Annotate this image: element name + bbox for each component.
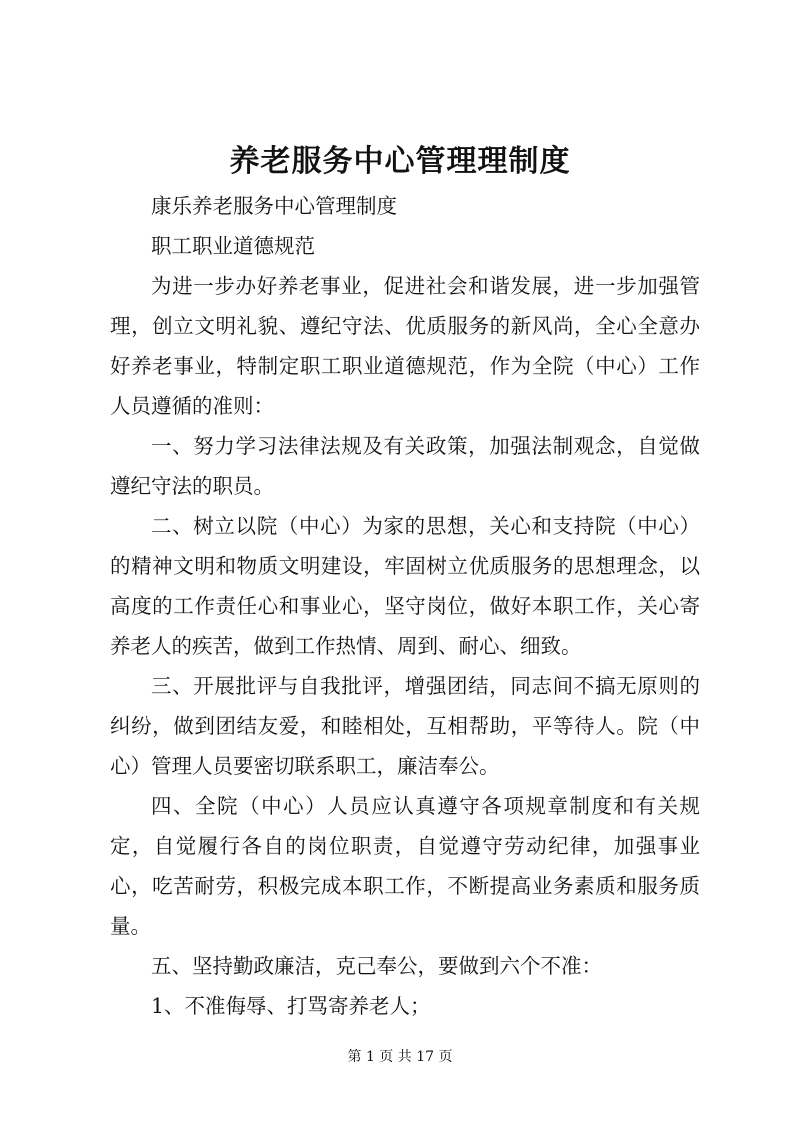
document-title: 养老服务中心管理理制度 xyxy=(229,144,571,179)
paragraph-item-4: 四、全院（中心）人员应认真遵守各项规章制度和有关规定，自觉履行各自的岗位职责，自觉遵守劳动纪律，加强事业心，吃苦耐劳，积极完成本职工作，不断提高业务素质和服务质量。 xyxy=(110,794,700,938)
paragraph-intro: 为进一步办好养老事业，促进社会和谐发展，进一步加强管理，创立文明礼貌、遵纪守法、优质服务的新风尚，全心全意办好养老事业，特制定职工职业道德规范，作为全院（中心）工作人员遵循的准则： xyxy=(110,274,700,418)
document-body xyxy=(110,186,700,1026)
paragraph-org-name: 康乐养老服务中心管理制度 xyxy=(151,194,397,218)
paragraph-item-2: 二、树立以院（中心）为家的思想，关心和支持院（中心）的精神文明和物质文明建设，牢固树立优质服务的思想理念，以高度的工作责任心和事业心，坚守岗位，做好本职工作，关心寄养老人的疾苦，做到工作热情、周到、耐心、细致。 xyxy=(110,514,700,658)
paragraph-subitem-1: 1、不准侮辱、打骂寄养老人； xyxy=(151,994,431,1018)
paragraph-section-heading: 职工职业道德规范 xyxy=(151,234,315,258)
paragraph-item-3: 三、开展批评与自我批评，增强团结，同志间不搞无原则的纠纷，做到团结友爱，和睦相处，互相帮助，平等待人。院（中心）管理人员要密切联系职工，廉洁奉公。 xyxy=(110,674,700,778)
page-footer: 第 1 页 共 17 页 xyxy=(347,1049,453,1065)
paragraph-item-1: 一、努力学习法律法规及有关政策，加强法制观念，自觉做遵纪守法的职员。 xyxy=(110,434,700,498)
paragraph-item-5: 五、坚持勤政廉洁，克己奉公，要做到六个不准： xyxy=(151,954,602,978)
